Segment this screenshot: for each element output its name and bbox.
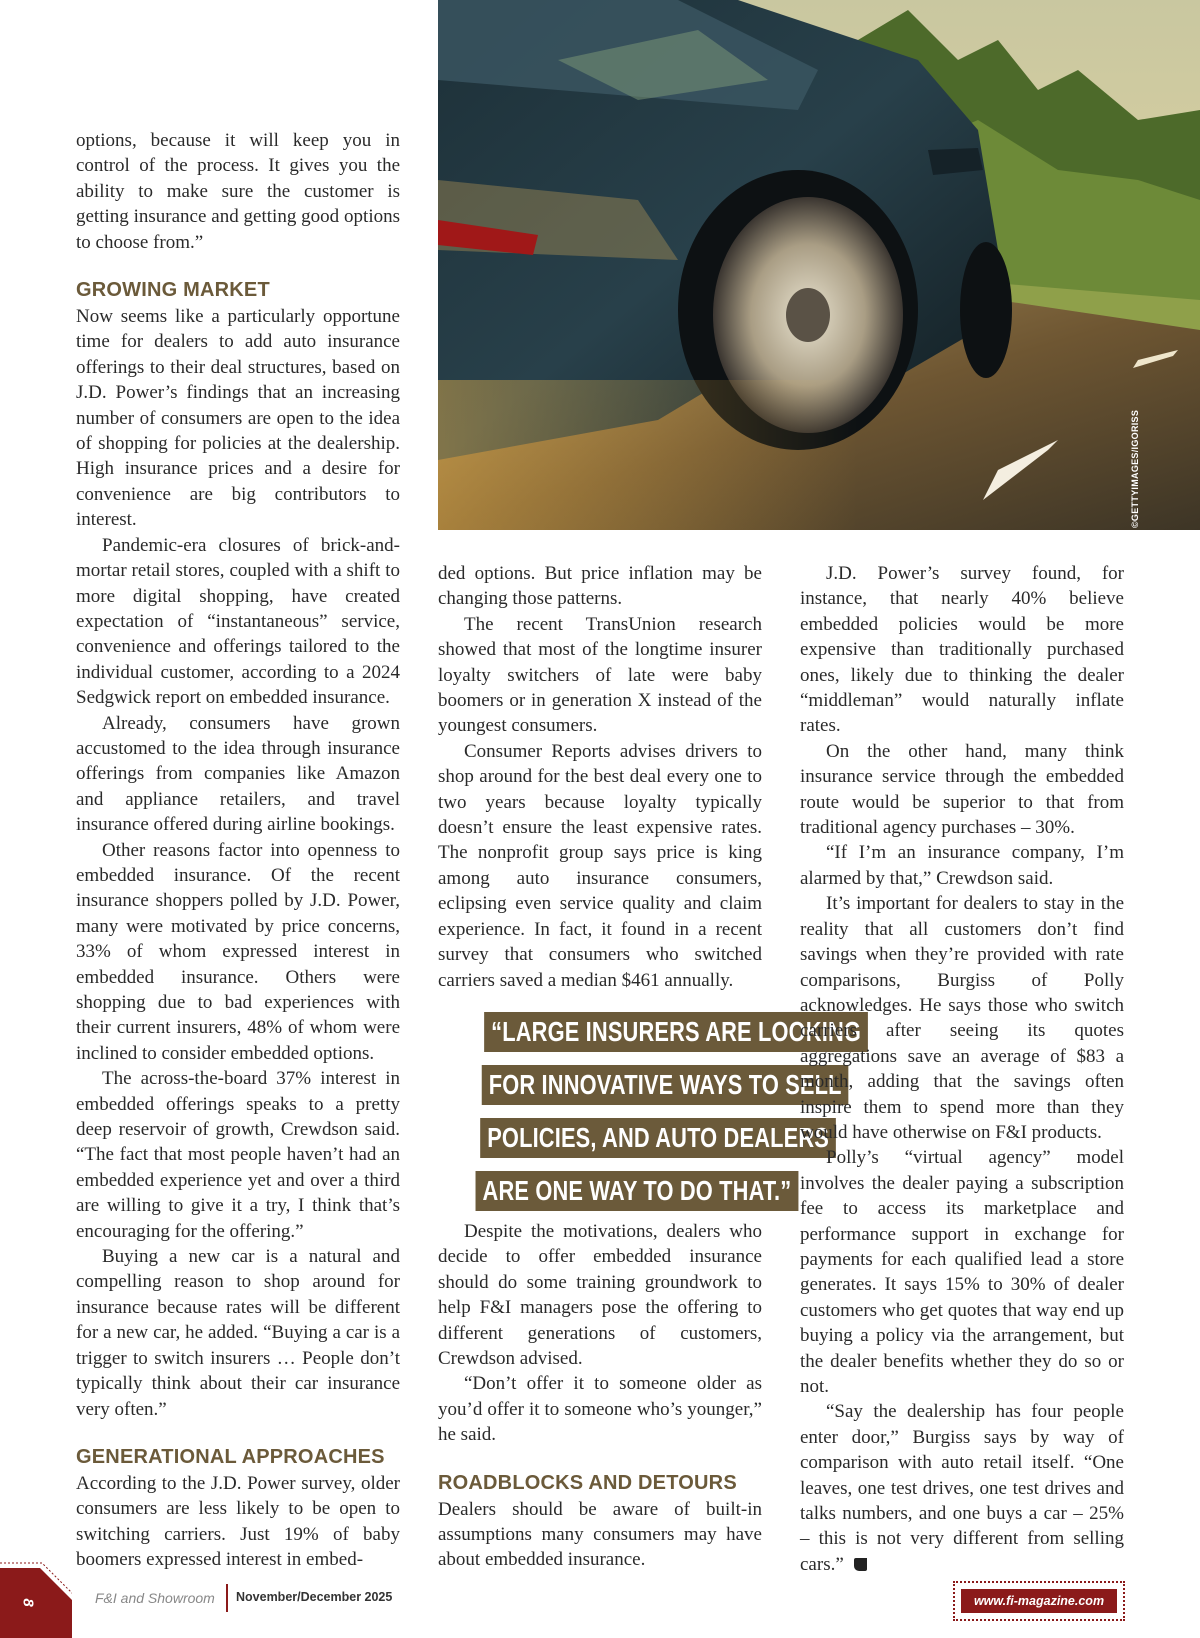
paragraph	[800, 1399, 1124, 1577]
footer-divider	[226, 1584, 228, 1612]
paragraph: J.D. Power’s survey found, for instance, that nearly 40% believe embedded policies would be more expensive than traditionally purchased ones, likely due to thinking the dealer “middleman” would naturally inflate rates.	[800, 563, 1124, 737]
section-heading-growing-market: GROWING MARKET	[76, 279, 270, 302]
paragraph: ded options. But price inflation may be changing those patterns.	[438, 563, 762, 610]
paragraph-text: “Say the dealership has four people enter door,” Burgiss says by way of comparison with auto retail itself. “One leaves, one test drives, one test drives and talks numbers, and one buys a car – 25% – this is not very different from selling cars.”	[800, 1401, 1124, 1575]
pull-quote-line: POLICIES, AND AUTO DEALERS	[480, 1118, 836, 1158]
paragraph: Now seems like a particularly opportune time for dealers to add auto insurance offerings to their deal structures, based on J.D. Power’s findings that an increasing number of consumers are open to the idea of shopping for policies at the dealership. High insurance prices and a desire for convenience are big contributors to interest.	[76, 306, 400, 531]
paragraph: On the other hand, many think insurance service through the embedded route would be superior to that from traditional agency purchases – 30%.	[800, 740, 1124, 839]
paragraph: Pandemic-era closures of brick-and-mortar retail stores, coupled with a shift to more digital shopping, have created expectation of “instantaneous” service, convenience and offerings tailored to the individual customer, according to a 2024 Sedgwick report on embedded insurance.	[76, 534, 400, 709]
publication-name: F&I and Showroom	[95, 1590, 215, 1606]
paragraph: Consumer Reports advises drivers to shop around for the best deal every one to two years because loyalty typically doesn’t ensure the least expensive rates. The nonprofit group says price is king among auto insurance consumers, eclipsing even service quality and claim experience. In fact, it found in a recent survey that consumers who switched carriers saved a median $461 annually.	[438, 740, 762, 991]
paragraph: Buying a new car is a natural and compelling reason to shop around for insurance because rates will be different for a new car, he added. “Buying a car is a trigger to switch insurers … People don’t typically think about their car insurance very often.”	[76, 1246, 400, 1420]
pull-quote-line: ARE ONE WAY TO DO THAT.”	[476, 1171, 799, 1211]
paragraph: Dealers should be aware of built-in assumptions many consumers may have about embedded insurance.	[438, 1498, 762, 1571]
article-column-1	[76, 128, 400, 1573]
page-footer	[0, 1560, 1200, 1638]
website-badge	[953, 1581, 1125, 1621]
issue-date: November/December 2025	[236, 1590, 393, 1604]
pull-quote	[430, 1012, 862, 1224]
page-number: 8	[19, 1598, 37, 1607]
photo-credit: ©GETTYIMAGES/IGORISS	[1130, 409, 1140, 528]
paragraph: According to the J.D. Power survey, older consumers are less likely to be open to switching carriers. Just 19% of baby boomers expressed interest in embed-	[76, 1472, 400, 1571]
website-url[interactable]: www.fi-magazine.com	[961, 1589, 1117, 1613]
paragraph: Already, consumers have grown accustomed to the idea through insurance offerings from companies like Amazon and appliance retailers, and travel insurance offered during airline bookings.	[76, 712, 400, 836]
paragraph: options, because it will keep you in control of the process. It gives you the ability to make sure the customer is getting insurance and getting good options to choose from.”	[76, 130, 400, 253]
paragraph: “Don’t offer it to someone older as you’d offer it to someone who’s younger,” he said.	[438, 1373, 762, 1446]
paragraph: “If I’m an insurance company, I’m alarmed by that,” Crewdson said.	[800, 842, 1124, 889]
paragraph: Other reasons factor into openness to embedded insurance. Of the recent insurance shoppers polled by J.D. Power, many were motivated by price concerns, 33% of whom expressed interest in embedded insurance. Others were shopping due to bad experiences with their current insurers, 48% of whom were inclined to consider embedded options.	[76, 839, 400, 1064]
paragraph: Despite the motivations, dealers who decide to offer embedded insurance should do some training groundwork to help F&I managers pose the offering to different generations of customers, Crewdson advised.	[438, 1220, 762, 1369]
pull-quote-line: FOR INNOVATIVE WAYS TO SELL	[482, 1065, 849, 1105]
pull-quote-line: “LARGE INSURERS ARE LOOKING	[484, 1012, 868, 1052]
paragraph: Polly’s “virtual agency” model involves the dealer paying a subscription fee to access its marketplace and performance support in exchange for payments for each qualified lead a store generates. It says 15% to 30% of dealer customers who get quotes that way end up buying a policy via the arrangement, but the dealer benefits whether they do so or not.	[800, 1147, 1124, 1397]
section-heading-generational-approaches: GENERATIONAL APPROACHES	[76, 1445, 385, 1468]
hero-car-photo	[438, 0, 1200, 530]
section-heading-roadblocks: ROADBLOCKS AND DETOURS	[438, 1471, 737, 1494]
paragraph: The across-the-board 37% interest in embedded offerings speaks to a pretty deep reservoir of growth, Crewdson said. “The fact that most people haven’t had an embedded experience yet and over a third are willing to give it a try, I think that’s encouraging for the offering.”	[76, 1068, 400, 1242]
paragraph: The recent TransUnion research showed that most of the longtime insurer loyalty switchers of late were baby boomers or in generation X instead of the youngest consumers.	[438, 613, 762, 737]
paragraph: It’s important for dealers to stay in the reality that all customers don’t find savings when they’re provided with rate comparisons, Burgiss of Polly acknowledges. He says those who switch carriers after seeing its quotes aggregations save an average of $83 a month, adding that the savings often inspire them to spend more than they would have otherwise on F&I products.	[800, 893, 1124, 1143]
article-column-3	[800, 561, 1124, 1577]
